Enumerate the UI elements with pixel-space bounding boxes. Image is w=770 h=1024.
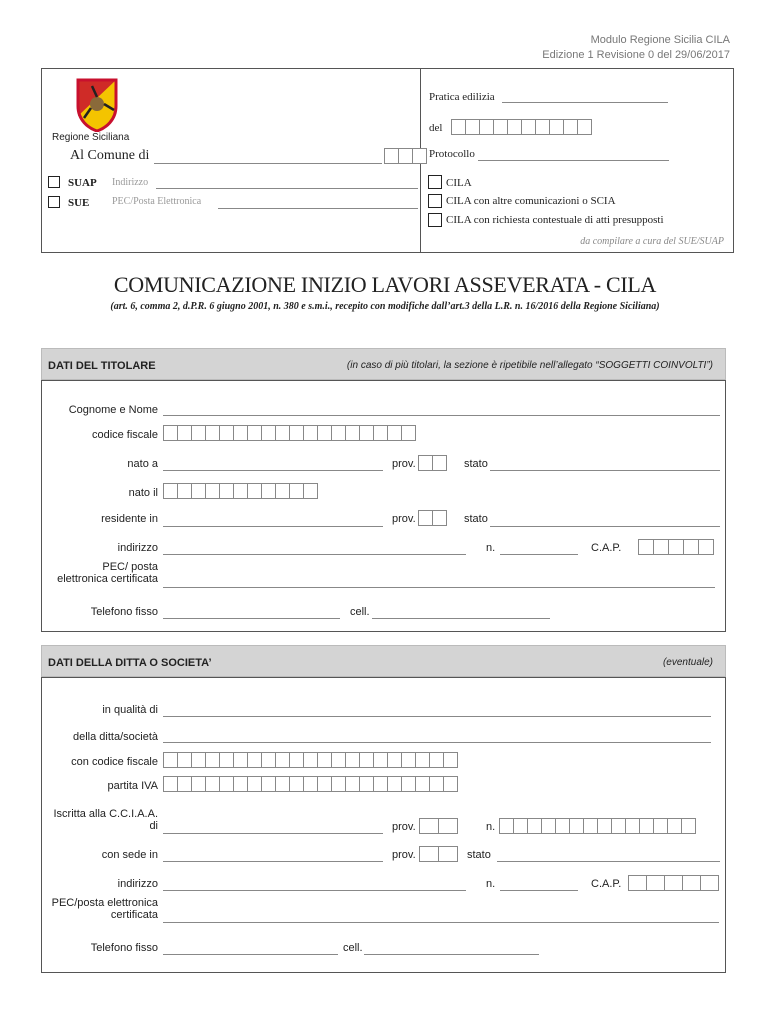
cila-checkbox[interactable]	[428, 175, 442, 189]
residente-prov-label: prov.	[392, 513, 416, 525]
cciaa-field[interactable]	[163, 833, 383, 834]
civico-field-titolare[interactable]	[500, 554, 578, 555]
indirizzo-label: Indirizzo	[112, 177, 149, 188]
titolare-note: (in caso di più titolari, la sezione è ripetibile nell’allegato “SOGGETTI COINVOLTI”)	[346, 360, 713, 371]
cognome-field[interactable]	[163, 415, 720, 416]
nato-a-label: nato a	[127, 458, 158, 470]
ditta-telefono-field[interactable]	[163, 954, 338, 955]
ditta-field[interactable]	[163, 742, 711, 743]
ditta-cell-field[interactable]	[364, 954, 539, 955]
sue-label: SUE	[68, 197, 90, 209]
suap-checkbox[interactable]	[48, 176, 60, 188]
scia-option: CILA con altre comunicazioni o SCIA	[446, 195, 616, 207]
cell-label-titolare: cell.	[350, 606, 370, 618]
qualita-field[interactable]	[163, 716, 711, 717]
del-label: del	[429, 122, 443, 134]
sede-prov-label: prov.	[392, 849, 416, 861]
residente-prov-boxes[interactable]	[418, 510, 446, 526]
ditta-pec-line2: certificata	[110, 909, 158, 921]
nato-stato-field[interactable]	[490, 470, 720, 471]
nato-il-boxes[interactable]	[163, 483, 317, 499]
form-edition: Edizione 1 Revisione 0 del 29/06/2017	[542, 49, 730, 61]
codice-fiscale-label: codice fiscale	[91, 429, 158, 441]
nato-il-label: nato il	[128, 487, 158, 499]
comune-code-boxes[interactable]	[384, 148, 426, 164]
atti-option: CILA con richiesta contestuale di atti presupposti	[446, 214, 664, 226]
ditta-indirizzo-label: indirizzo	[117, 878, 158, 890]
piva-boxes[interactable]	[163, 776, 457, 792]
pec-label-line1: PEC/ posta	[102, 561, 158, 573]
piva-label: partita IVA	[107, 780, 158, 792]
pec-field-titolare[interactable]	[163, 587, 715, 588]
ditta-cap-boxes[interactable]	[628, 875, 718, 891]
form-name: Modulo Regione Sicilia CILA	[590, 34, 730, 46]
protocollo-label: Protocollo	[429, 148, 475, 160]
ditta-indirizzo-field[interactable]	[163, 890, 466, 891]
ditta-civico-label: n.	[486, 878, 496, 890]
residente-field[interactable]	[163, 526, 383, 527]
sue-checkbox[interactable]	[48, 196, 60, 208]
cell-field-titolare[interactable]	[372, 618, 550, 619]
sue-suap-note: da compilare a cura del SUE/SUAP	[580, 236, 724, 247]
ditta-cap-label: C.A.P.	[591, 878, 622, 890]
cciaa-prov-label: prov.	[392, 821, 416, 833]
residente-label: residente in	[101, 513, 158, 525]
titolare-section	[41, 380, 726, 632]
pec-label-titolare	[42, 561, 158, 585]
regione-siciliana-logo	[72, 76, 122, 132]
titolare-section-header	[41, 348, 726, 380]
sede-prov-boxes[interactable]	[419, 846, 457, 862]
nato-stato-label: stato	[464, 458, 488, 470]
scia-checkbox[interactable]	[428, 194, 442, 208]
residente-stato-label: stato	[464, 513, 488, 525]
suap-indirizzo-field[interactable]	[156, 188, 418, 189]
pec-label-line2: elettronica certificata	[57, 573, 158, 585]
ditta-pec-label	[42, 897, 158, 921]
sue-pec-field[interactable]	[218, 208, 418, 209]
sede-field[interactable]	[163, 861, 383, 862]
pratica-field[interactable]	[502, 102, 668, 103]
cciaa-label	[42, 808, 158, 832]
ditta-civico-field[interactable]	[500, 890, 578, 891]
indirizzo-label-titolare: indirizzo	[117, 542, 158, 554]
titolare-heading: DATI DEL TITOLARE	[48, 360, 156, 372]
telefono-label-titolare: Telefono fisso	[90, 606, 158, 618]
codice-fiscale-boxes[interactable]	[163, 425, 415, 441]
pratica-label: Pratica edilizia	[429, 91, 495, 103]
nato-prov-boxes[interactable]	[418, 455, 446, 471]
ditta-cell-label: cell.	[343, 942, 363, 954]
ditta-cf-label: con codice fiscale	[71, 756, 158, 768]
cciaa-prov-boxes[interactable]	[419, 818, 457, 834]
ditta-section-header	[41, 645, 726, 677]
pec-label: PEC/Posta Elettronica	[112, 196, 202, 207]
civico-label-titolare: n.	[486, 542, 496, 554]
al-comune-label: Al Comune di	[70, 148, 150, 163]
ditta-cf-boxes[interactable]	[163, 752, 457, 768]
suap-label: SUAP	[68, 177, 97, 189]
ditta-label: della ditta/società	[73, 731, 158, 743]
ditta-note: (eventuale)	[662, 657, 713, 668]
region-name: Regione Siciliana	[52, 132, 130, 143]
indirizzo-field-titolare[interactable]	[163, 554, 466, 555]
cap-boxes-titolare[interactable]	[638, 539, 713, 555]
sede-stato-label: stato	[467, 849, 491, 861]
comune-field[interactable]	[154, 163, 382, 164]
ditta-pec-line1: PEC/posta elettronica	[51, 897, 158, 909]
page-title: COMUNICAZIONE INIZIO LAVORI ASSEVERATA - CILA	[113, 272, 657, 297]
telefono-field-titolare[interactable]	[163, 618, 340, 619]
cila-option: CILA	[446, 177, 472, 189]
ditta-heading: DATI DELLA DITTA O SOCIETA’	[48, 657, 212, 669]
cciaa-label-line2: di	[149, 820, 158, 832]
page-subtitle: (art. 6, comma 2, d.P.R. 6 giugno 2001, n. 380 e s.m.i., recepito con modifiche dall’art.3 della L.R. n. 16/2016 della Regione Siciliana)	[110, 301, 660, 312]
cciaa-n-label: n.	[486, 821, 496, 833]
cap-label-titolare: C.A.P.	[591, 542, 622, 554]
nato-prov-label: prov.	[392, 458, 416, 470]
cciaa-label-line1: Iscritta alla C.C.I.A.A.	[53, 808, 158, 820]
ditta-telefono-label: Telefono fisso	[90, 942, 158, 954]
del-date-boxes[interactable]	[451, 119, 591, 135]
sede-label: con sede in	[101, 849, 158, 861]
ditta-pec-field[interactable]	[163, 922, 719, 923]
protocollo-field[interactable]	[478, 160, 669, 161]
residente-stato-field[interactable]	[490, 526, 720, 527]
qualita-label: in qualità di	[102, 704, 158, 716]
cciaa-n-boxes[interactable]	[499, 818, 695, 834]
nato-a-field[interactable]	[163, 470, 383, 471]
cognome-label: Cognome e Nome	[68, 404, 158, 416]
sede-stato-field[interactable]	[497, 861, 720, 862]
atti-checkbox[interactable]	[428, 213, 442, 227]
